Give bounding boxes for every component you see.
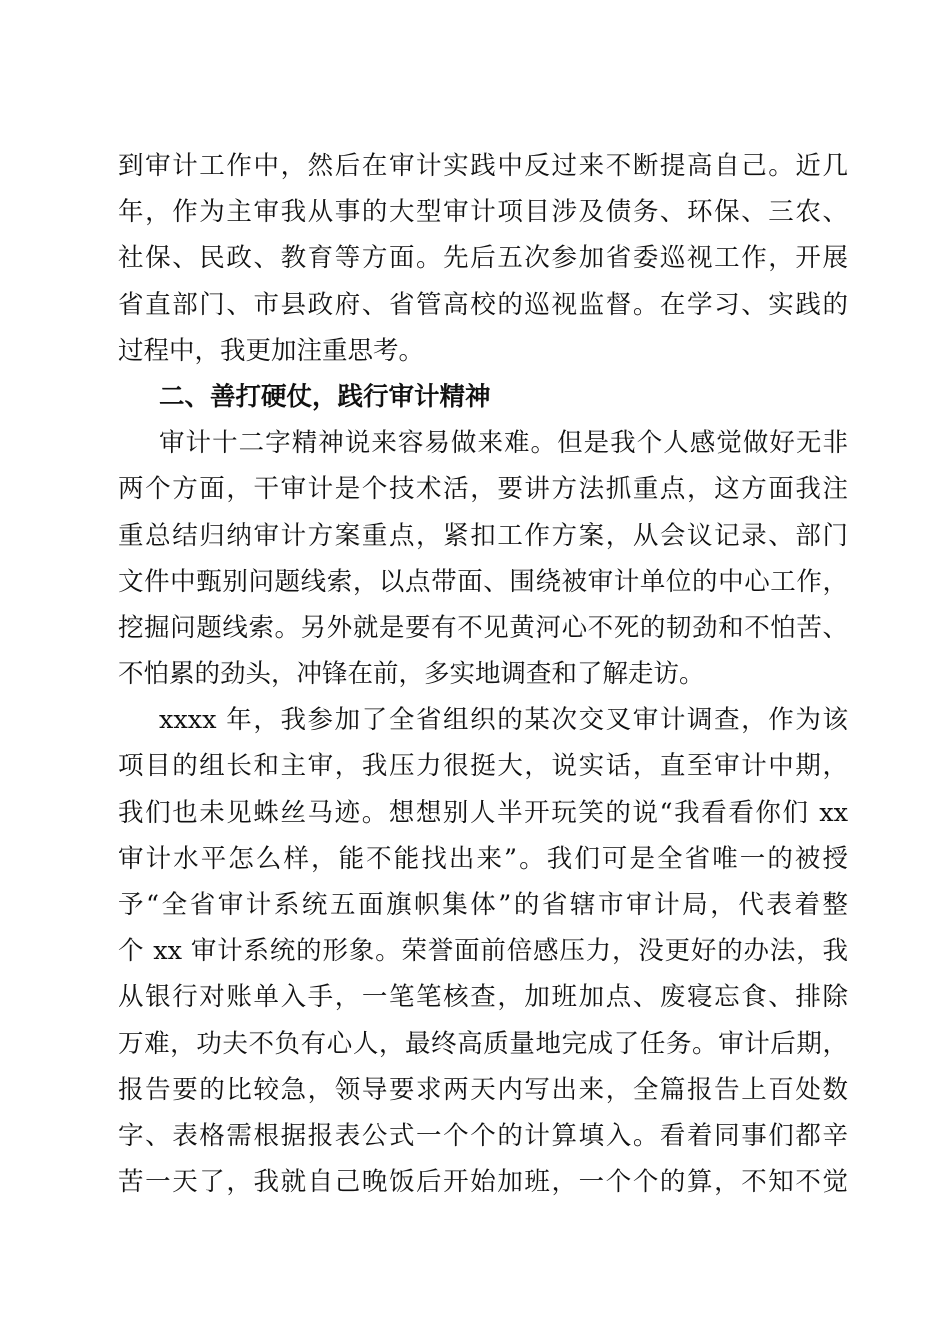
paragraph-line: 年，作为主审我从事的大型审计项目涉及债务、环保、三农、: [118, 197, 848, 228]
paragraph-line: 重总结归纳审计方案重点，紧扣工作方案，从会议记录、部门: [118, 520, 848, 551]
section-heading: 二、善打硬仗，践行审计精神: [159, 381, 491, 412]
paragraph-line: 不怕累的劲头，冲锋在前，多实地调查和了解走访。: [118, 659, 705, 690]
paragraph-line: 我们也未见蛛丝马迹。想想别人半开玩笑的说“我看看你们 xx: [118, 797, 848, 828]
paragraph-line: 报告要的比较急，领导要求两天内写出来，全篇报告上百处数: [118, 1074, 848, 1105]
document-body: [118, 143, 848, 1205]
paragraph-line: 两个方面，干审计是个技术活，要讲方法抓重点，这方面我注: [118, 474, 848, 505]
paragraph-line: xxxx 年，我参加了全省组织的某次交叉审计调查，作为该: [159, 705, 848, 736]
paragraph-line: 从银行对账单入手，一笔笔核查，加班加点、废寝忘食、排除: [118, 982, 848, 1013]
paragraph-line: 过程中，我更加注重思考。: [118, 335, 425, 366]
paragraph-line: 苦一天了，我就自己晚饭后开始加班，一个个的算，不知不觉: [118, 1167, 848, 1198]
paragraph-line: 省直部门、市县政府、省管高校的巡视监督。在学习、实践的: [118, 289, 848, 320]
paragraph-line: 审计十二字精神说来容易做来难。但是我个人感觉做好无非: [159, 428, 848, 459]
paragraph-line: 审计水平怎么样，能不能找出来”。我们可是全省唯一的被授: [118, 843, 848, 874]
paragraph-line: 字、表格需根据报表公式一个个的计算填入。看着同事们都辛: [118, 1120, 848, 1151]
paragraph-line: 项目的组长和主审，我压力很挺大，说实话，直至审计中期，: [118, 751, 848, 782]
paragraph-line: 予“全省审计系统五面旗帜集体”的省辖市审计局，代表着整: [118, 890, 848, 920]
paragraph-line: 挖掘问题线索。另外就是要有不见黄河心不死的韧劲和不怕苦、: [118, 612, 848, 643]
paragraph-line: 个 xx 审计系统的形象。荣誉面前倍感压力，没更好的办法，我: [118, 936, 848, 967]
paragraph-line: 到审计工作中，然后在审计实践中反过来不断提高自己。近几: [118, 151, 848, 181]
paragraph-line: 万难，功夫不负有心人，最终高质量地完成了任务。审计后期，: [118, 1028, 848, 1059]
paragraph-line: 文件中甄别问题线索，以点带面、围绕被审计单位的中心工作，: [118, 566, 848, 597]
paragraph-line: 社保、民政、教育等方面。先后五次参加省委巡视工作，开展: [118, 243, 848, 274]
